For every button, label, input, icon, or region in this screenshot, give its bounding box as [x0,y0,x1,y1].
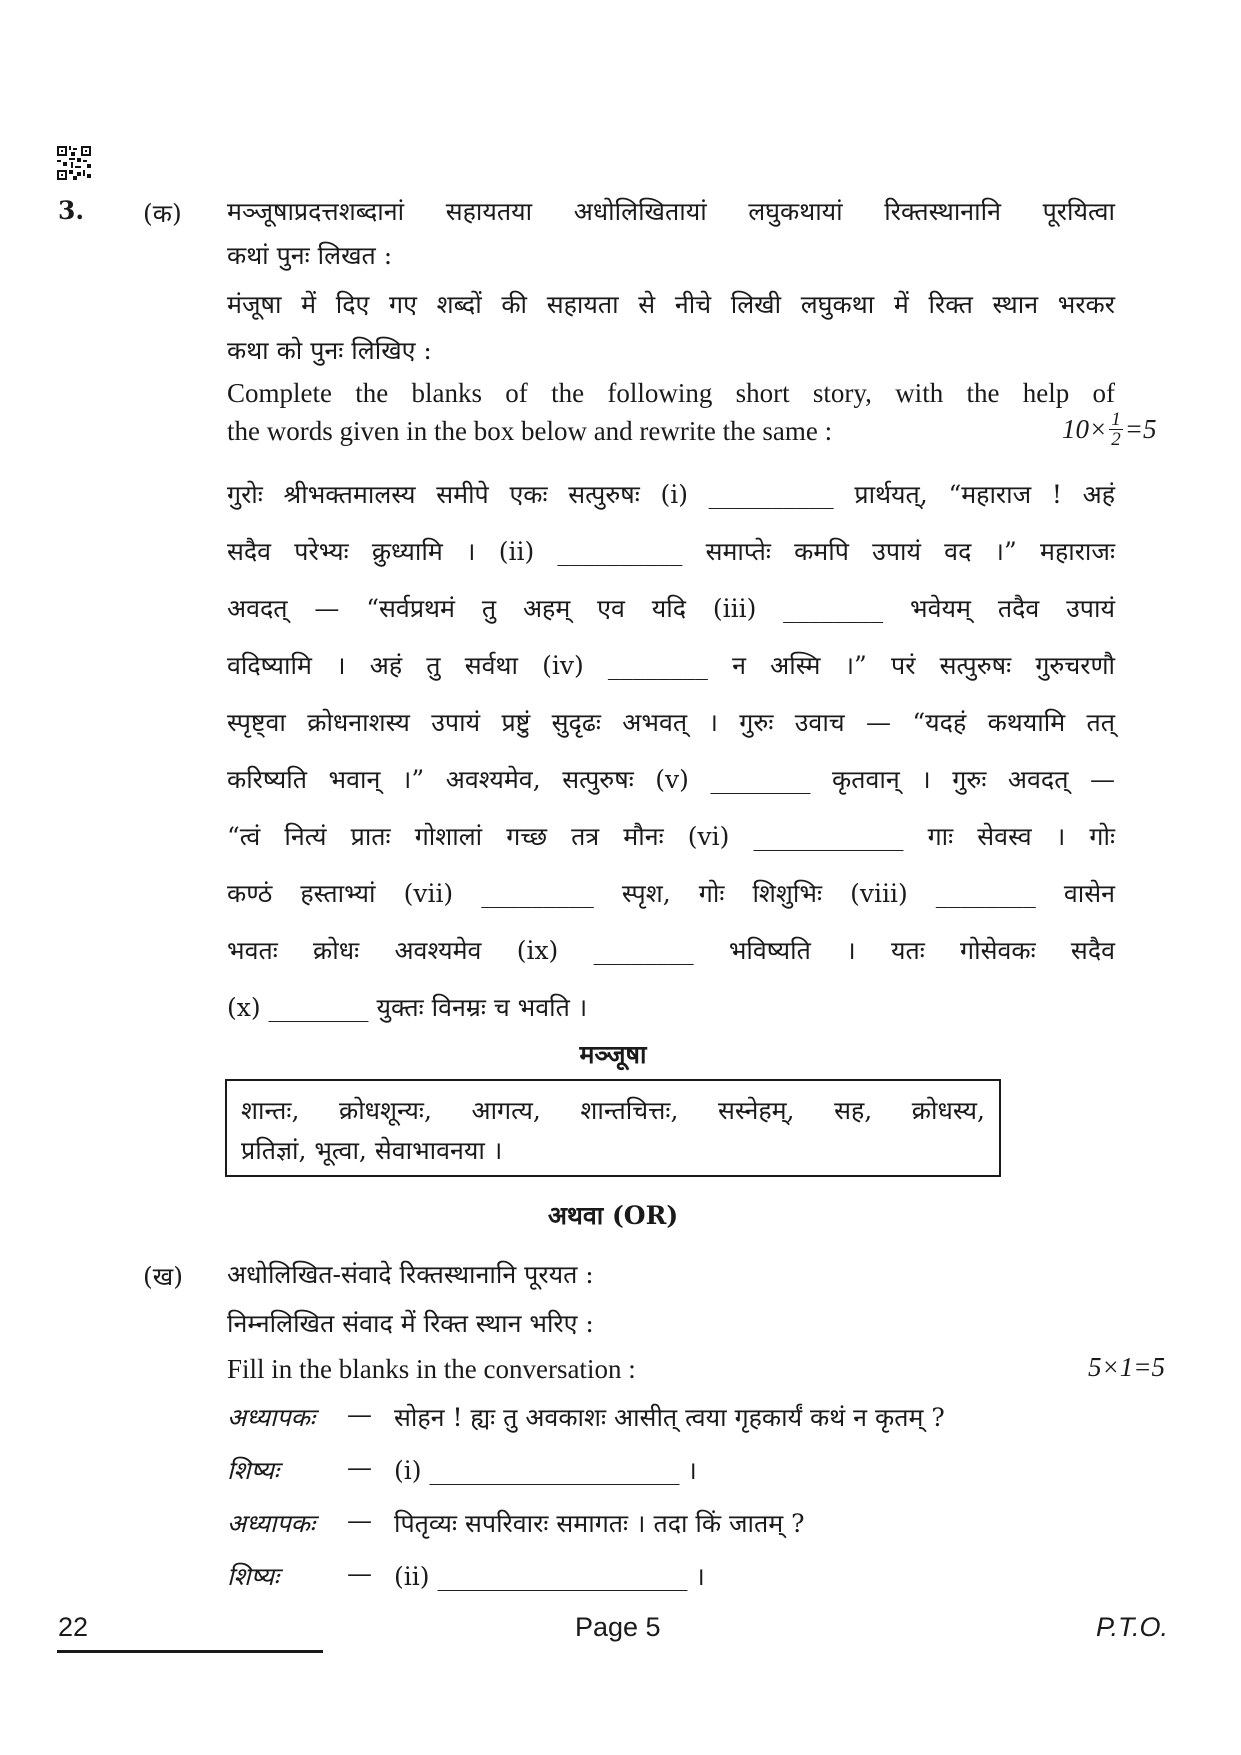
part-b-instruction-sanskrit: अधोलिखित-संवादे रिक्तस्थानानि पूरयत : [227,1260,594,1289]
story-line: कण्ठं हस्ताभ्यां (vii) _________ स्पृश, गोः शिशुभिः (viii) ________ वासेन [227,879,1115,908]
word-box [225,1079,1001,1177]
story-line: गुरोः श्रीभक्तमालस्य समीपे एकः सत्पुरुषः (i) __________ प्रार्थयत्, “महाराज ! अहं [227,480,1115,509]
speaker-teacher: अध्यापकः [227,1403,315,1432]
please-turn-over: P.T.O. [1096,1612,1169,1642]
instruction-sanskrit-line2: कथां पुनः लिखत : [227,241,393,270]
qr-code [57,146,91,180]
instruction-english-line1: Complete the blanks of the following short story, with the help of [227,378,1115,408]
word-box-line1: शान्तः, क्रोधशून्यः, आगत्य, शान्तचित्तः, सस्नेहम्, सह, क्रोधस्य, [241,1096,985,1125]
part-a-marks [1062,410,1156,449]
paper-code: 22 [58,1612,89,1642]
story-line: स्पृष्ट्वा क्रोधनाशस्य उपायं प्रष्टुं सुदृढः अभवत् । गुरुः उवाच — “यदहं कथयामि तत् [227,708,1115,737]
instruction-sanskrit-line1: मञ्जूषाप्रदत्तशब्दानां सहायतया अधोलिखितायां लघुकथायां रिक्तस्थानानि पूरयित्वा [227,197,1115,226]
marks-fraction [1109,410,1123,449]
story-line: वदिष्यामि । अहं तु सर्वथा (iv) ________ न अस्मि ।” परं सत्पुरुषः गुरुचरणौ [227,651,1115,680]
dialogue-text: पितृव्यः सपरिवारः समागतः । तदा किं जातम् ? [394,1509,805,1538]
dialogue-dash: — [347,1506,372,1535]
marks-numerator: 1 [1111,409,1121,430]
dialogue-dash: — [347,1400,372,1429]
speaker-student: शिष्यः [227,1562,279,1591]
part-b-label: (ख) [143,1262,183,1291]
instruction-english-line2: the words given in the box below and rewrite the same : [227,416,833,446]
dialogue-text: (ii) ____________________ । [394,1562,705,1591]
story-line: भवतः क्रोधः अवश्यमेव (ix) ________ भविष्यति । यतः गोसेवकः सदैव [227,936,1115,965]
instruction-hindi-line2: कथा को पुनः लिखिए : [227,336,432,365]
dialogue-text: (i) ____________________ । [394,1456,697,1485]
story-line: (x) ________ युक्तः विनम्रः च भवति । [227,993,588,1022]
or-divider: अथवा (OR) [547,1201,679,1230]
dialogue-row [227,1559,1127,1599]
dialogue-dash: — [347,1559,372,1588]
dialogue-row [227,1506,1127,1546]
marks-denominator: 2 [1111,429,1121,450]
footer-rule [57,1650,323,1653]
marks-suffix: =5 [1124,414,1157,444]
word-box-title: मञ्जूषा [579,1040,647,1069]
story-line: सदैव परेभ्यः क्रुध्यामि । (ii) __________ समाप्तेः कमपि उपायं वद ।” महाराजः [227,537,1115,566]
story-paragraph [227,466,1115,1036]
dialogue-text: सोहन ! ह्यः तु अवकाशः आसीत् त्वया गृहकार्यं कथं न कृतम् ? [394,1403,945,1432]
question-number: 3. [58,196,85,225]
part-b-instruction-english: Fill in the blanks in the conversation : [227,1354,636,1384]
dialogue-dash: — [347,1453,372,1482]
dialogue-row [227,1453,1127,1493]
word-box-line2: प्रतिज्ञां, भूत्वा, सेवाभावनया । [241,1136,503,1165]
page-number: Page 5 [575,1612,661,1642]
story-line: अवदत् — “सर्वप्रथमं तु अहम् एव यदि (iii) ________ भवेयम् तदैव उपायं [227,594,1115,623]
part-b-instruction-hindi: निम्नलिखित संवाद में रिक्त स्थान भरिए : [227,1309,594,1338]
story-line: करिष्यति भवान् ।” अवश्यमेव, सत्पुरुषः (v) ________ कृतवान् । गुरुः अवदत् — [227,765,1115,794]
speaker-teacher: अध्यापकः [227,1509,315,1538]
marks-prefix: 10× [1062,414,1108,444]
speaker-student: शिष्यः [227,1456,279,1485]
story-line: “त्वं नित्यं प्रातः गोशालां गच्छ तत्र मौनः (vi) ____________ गाः सेवस्व । गोः [227,822,1115,851]
part-a-label: (क) [143,199,182,228]
part-b-marks: 5×1=5 [1088,1352,1165,1382]
instruction-hindi-line1: मंजूषा में दिए गए शब्दों की सहायता से नीचे लिखी लघुकथा में रिक्त स्थान भरकर [227,290,1115,319]
dialogue-row [227,1400,1127,1440]
